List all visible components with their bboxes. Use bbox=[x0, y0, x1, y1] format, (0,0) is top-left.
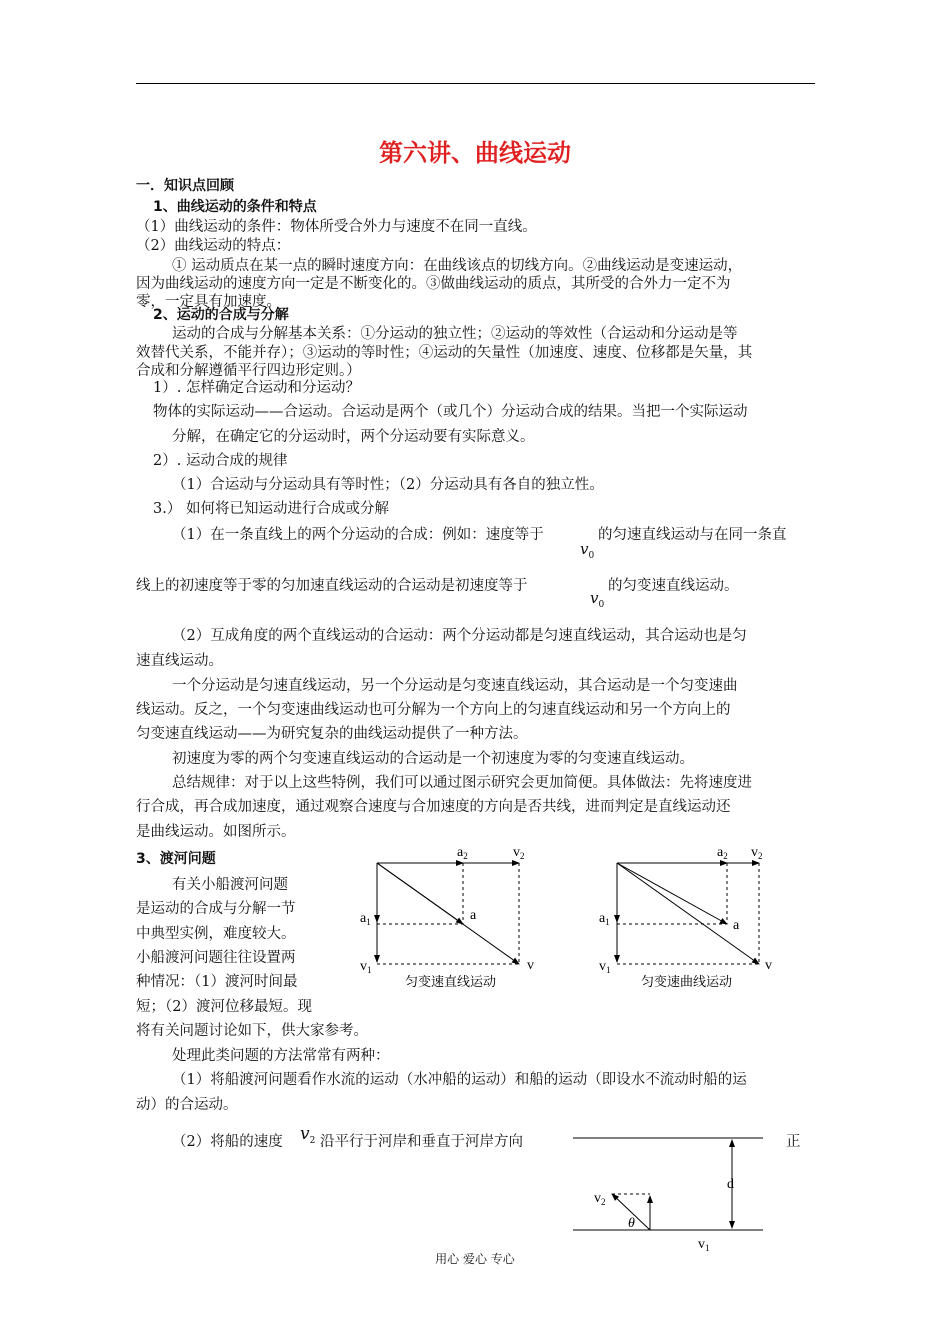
paragraph-line: 中典型实例，难度较大。 bbox=[136, 926, 296, 942]
paragraph-line: 将有关问题讨论如下，供大家参考。 bbox=[136, 1023, 368, 1039]
question-heading: 1）. 怎样确定合运动和分运动？ bbox=[153, 380, 360, 396]
paragraph-line: （1）曲线运动的条件：物体所受合外力与速度不在同一直线。 bbox=[136, 219, 537, 235]
paragraph-line: 总结规律：对于以上这些特例，我们可以通过图示研究会更加简便。具体做法：先将速度进 bbox=[172, 775, 752, 791]
header-rule bbox=[136, 83, 815, 84]
v2-label: $v_2$ bbox=[594, 1191, 606, 1207]
paragraph-line: 一个分运动是匀速直线运动，另一个分运动是匀变速直线运动，其合运动是一个匀变速曲 bbox=[172, 678, 738, 694]
subsection-heading: 3、渡河问题 bbox=[136, 851, 216, 867]
velocity-acceleration-diagram-linear bbox=[355, 838, 545, 998]
paragraph-line: 效替代关系，不能并存）；③运动的等时性；④运动的矢量性（加速度、速度、位移都是矢量，其 bbox=[136, 345, 753, 361]
paragraph-line: 运动的合成与分解基本关系：①分运动的独立性；②运动的等效性（合运动和分运动是等 bbox=[172, 326, 738, 342]
svg-text:a2: $a_2$ bbox=[717, 845, 728, 861]
paragraph-line: 因为曲线运动的速度方向一定是不断变化的。③做曲线运动的质点，其所受的合外力一定不为 bbox=[136, 276, 731, 292]
v1-label: $v_1$ bbox=[698, 1237, 710, 1253]
subsection-heading: 2、运动的合成与分解 bbox=[153, 307, 289, 323]
d-label: d bbox=[727, 1177, 734, 1192]
paragraph-line: （1）将船渡河问题看作水流的运动（水冲船的运动）和船的运动（即设水不流动时船的运 bbox=[172, 1072, 747, 1088]
question-heading: 3.） 如何将已知运动进行合成或分解 bbox=[153, 501, 389, 517]
paragraph-line: 是曲线运动。如图所示。 bbox=[136, 824, 296, 840]
river-crossing-diagram bbox=[570, 1130, 770, 1255]
page-title: 第六讲、曲线运动 bbox=[379, 139, 571, 167]
theta-label: θ bbox=[628, 1216, 635, 1231]
paragraph-line: 的匀速直线运动与在同一条直 bbox=[598, 527, 787, 543]
paragraph-line: 小船渡河问题往往设置两 bbox=[136, 950, 296, 966]
paragraph-line: 物体的实际运动——合运动。合运动是两个（或几个）分运动合成的结果。当把一个实际运动 bbox=[153, 404, 748, 420]
paragraph-line: 的匀变速直线运动。 bbox=[608, 578, 739, 594]
paragraph-line: 线上的初速度等于零的匀加速直线运动的合运动是初速度等于 bbox=[136, 578, 528, 594]
velocity-acceleration-diagram-curvilinear bbox=[595, 838, 785, 998]
paragraph-line: 短；（2）渡河位移最短。现 bbox=[136, 999, 312, 1015]
paragraph-line: 合成和分解遵循平行四边形定则。） bbox=[136, 363, 361, 379]
paragraph-line: 分解，在确定它的分运动时，两个分运动要有实际意义。 bbox=[172, 429, 535, 445]
paragraph-line: 有关小船渡河问题 bbox=[172, 877, 288, 893]
paragraph-line: 是运动的合成与分解一节 bbox=[136, 901, 296, 917]
paragraph-line: （1）合运动与分运动具有等时性；（2）分运动具有各自的独立性。 bbox=[172, 477, 604, 493]
figure-caption: 匀变速曲线运动 bbox=[641, 974, 733, 989]
v0-symbol: $v_0$ bbox=[590, 589, 605, 610]
paragraph-line: （2）将船的速度 bbox=[172, 1134, 283, 1150]
question-heading: 2）. 运动合成的规律 bbox=[153, 453, 288, 469]
v1-label: $v_1$ bbox=[360, 959, 372, 975]
svg-text:v1: $v_1$ bbox=[599, 959, 611, 975]
paragraph-line: （2）曲线运动的特点： bbox=[136, 238, 291, 254]
paragraph-line: 种情况：（1）渡河时间最 bbox=[136, 974, 298, 990]
v2-label: $v_2$ bbox=[513, 845, 525, 861]
paragraph-line: 速直线运动。 bbox=[136, 653, 223, 669]
paragraph-line: （2）互成角度的两个直线运动的合运动：两个分运动都是匀速直线运动，其合运动也是匀 bbox=[172, 628, 747, 644]
paragraph-line: 处理此类问题的方法常常有两种： bbox=[172, 1048, 390, 1064]
paragraph-line: 正 bbox=[786, 1134, 801, 1150]
v0-symbol: $v_0$ bbox=[580, 540, 595, 561]
svg-text:v2: $v_2$ bbox=[751, 845, 763, 861]
figure-caption: 匀变速直线运动 bbox=[405, 974, 497, 989]
paragraph-line: 匀变速直线运动——为研究复杂的曲线运动提供了一种方法。 bbox=[136, 726, 528, 742]
subsection-heading: 1、曲线运动的条件和特点 bbox=[153, 199, 317, 215]
paragraph-line: 沿平行于河岸和垂直于河岸方向 bbox=[320, 1134, 523, 1150]
v2-symbol: $v_2$ bbox=[300, 1124, 316, 1146]
a1-label: $a_1$ bbox=[360, 911, 371, 927]
paragraph-line: （1）在一条直线上的两个分运动的合成：例如：速度等于 bbox=[172, 527, 544, 543]
a2-label: $a_2$ bbox=[457, 845, 468, 861]
v-arrow bbox=[377, 863, 519, 964]
paragraph-line: 线运动。反之，一个匀变速曲线运动也可分解为一个方向上的匀速直线运动和另一个方向上的 bbox=[136, 702, 731, 718]
paragraph-line: 初速度为零的两个匀变速直线运动的合运动是一个初速度为零的匀变速直线运动。 bbox=[172, 751, 694, 767]
paragraph-line: 行合成，再合成加速度，通过观察合速度与合加速度的方向是否共线，进而判定是直线运动还 bbox=[136, 799, 731, 815]
a-label: a bbox=[470, 908, 477, 923]
paragraph-line: 动）的合运动。 bbox=[136, 1097, 238, 1113]
svg-text:v: v bbox=[765, 958, 772, 973]
page-footer: 用心 爱心 专心 bbox=[435, 1252, 515, 1266]
v-label: v bbox=[527, 958, 534, 973]
paragraph-line: 零，一定具有加速度。 bbox=[136, 294, 281, 310]
section-heading: 一．知识点回顾 bbox=[136, 178, 234, 194]
svg-text:a1: $a_1$ bbox=[599, 911, 610, 927]
paragraph-line: ① 运动质点在某一点的瞬时速度方向：在曲线该点的切线方向。②曲线运动是变速运动， bbox=[172, 258, 743, 274]
svg-text:a: a bbox=[733, 918, 740, 933]
